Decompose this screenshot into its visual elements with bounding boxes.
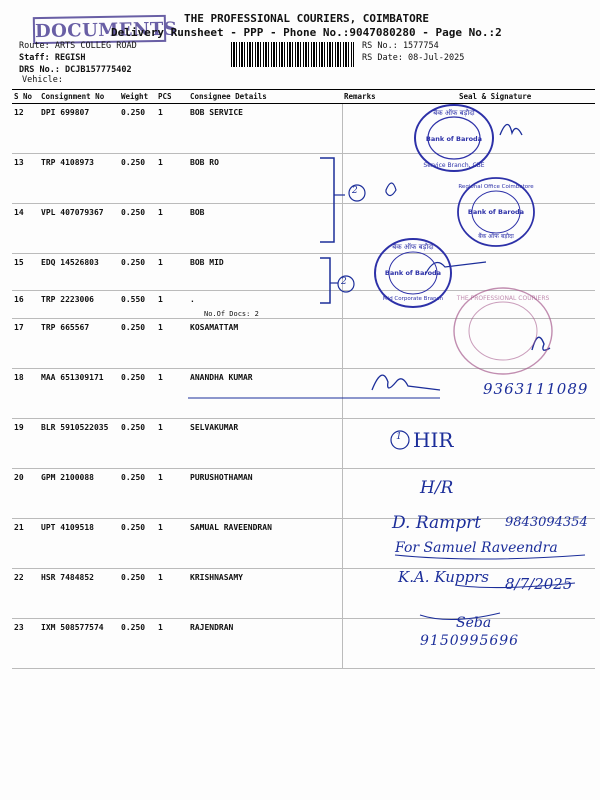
row-weight: 0.250 (119, 204, 156, 254)
documents-stamp: DOCUMENTS (33, 15, 166, 44)
column-header-weight: Weight (119, 90, 156, 104)
row-consignment-no: TRP 665567 (39, 319, 119, 369)
company-name: THE PROFESSIONAL COURIERS, COIMBATORE (184, 12, 430, 25)
row-weight: 0.250 (119, 319, 156, 369)
row-sno: 18 (12, 369, 39, 419)
row-pcs: 1 (156, 319, 188, 369)
row-sno: 13 (12, 154, 39, 204)
row-consignment-no: UPT 4109518 (39, 519, 119, 569)
row-sno: 22 (12, 569, 39, 619)
row-pcs: 1 (156, 104, 188, 154)
row-sno: 16 (12, 291, 39, 319)
row-pcs: 1 (156, 519, 188, 569)
row-sno: 17 (12, 319, 39, 369)
column-header-consignment: Consignment No (39, 90, 119, 104)
rs-date: RS Date: 08-Jul-2025 (362, 53, 465, 63)
row21-phone: 9843094354 (505, 515, 588, 530)
row-consignee: . No.Of Docs: 2 (188, 291, 342, 319)
seal4-text: THE PROFESSIONAL COURIERS (456, 295, 550, 302)
seal3-brand: Bank of Baroda (384, 269, 442, 277)
bank-seal-regional-office (456, 176, 536, 248)
row-pcs: 1 (156, 419, 188, 469)
drs-number: DRS No.: DCJB157775402 (19, 65, 132, 75)
row-consignment-no: TRP 2223006 (39, 291, 119, 319)
row22-date: 8/7/2025 (505, 575, 573, 593)
row-pcs: 1 (156, 154, 188, 204)
column-header-remarks: Remarks (342, 90, 399, 104)
row-consignment-no: MAA 651309171 (39, 369, 119, 419)
row23-signature: Seba (456, 615, 492, 631)
row-consignee: ANANDHA KUMAR (188, 369, 342, 419)
signature-scribble (500, 124, 522, 135)
row18-phone: 9363111089 (483, 380, 589, 398)
route-label: Route: ARTS COLLEG ROAD (19, 41, 137, 51)
row-consignment-no: IXM 508577574 (39, 619, 119, 669)
row-consignee: KRISHNASAMY (188, 569, 342, 619)
row-consignee: SAMUAL RAVEENDRAN (188, 519, 342, 569)
row-weight: 0.250 (119, 369, 156, 419)
row-sno: 23 (12, 619, 39, 669)
row21-for-note: For Samuel Raveendra (395, 540, 558, 556)
row19-circled-number: 1 (396, 432, 402, 442)
row-sno: 12 (12, 104, 39, 154)
row-consignee: BOB RO (188, 154, 342, 204)
row-consignment-no: EDQ 14526803 (39, 254, 119, 291)
row-pcs: 1 (156, 469, 188, 519)
row-pcs: 1 (156, 254, 188, 291)
signature-scribble (372, 375, 440, 390)
seal2-top: Regional Office Coimbatore (458, 184, 534, 190)
row-consignment-no: DPI 699807 (39, 104, 119, 154)
row-consignee: BOB (188, 204, 342, 254)
column-header-seal: Seal & Signature (399, 90, 595, 104)
row-pcs: 1 (156, 291, 188, 319)
row-consignee: KOSAMATTAM (188, 319, 342, 369)
runsheet-title: Delivery Runsheet - PPP - Phone No.:9047080280 - Page No.:2 (111, 26, 502, 39)
row-sno: 14 (12, 204, 39, 254)
row19-remark: HIR (413, 428, 454, 452)
row-consignee: PURUSHOTHAMAN (188, 469, 342, 519)
column-header-pcs: PCS (156, 90, 188, 104)
bank-seal-mid-corporate (373, 237, 453, 309)
row-consignment-no: VPL 407079367 (39, 204, 119, 254)
rs-number: RS No.: 1577754 (362, 41, 439, 51)
row-pcs: 1 (156, 369, 188, 419)
row20-remark: H/R (420, 478, 454, 498)
vehicle-label: Vehicle: (22, 75, 63, 85)
remark-number-a: 2 (352, 186, 358, 196)
seal2-hindi: बैंक ऑफ बड़ौदा (478, 233, 514, 240)
row-weight: 0.250 (119, 154, 156, 204)
staff-label: Staff: REGISH (19, 53, 86, 63)
row-sno: 20 (12, 469, 39, 519)
row-weight: 0.250 (119, 519, 156, 569)
row-consignment-no: TRP 4108973 (39, 154, 119, 204)
row-sno: 19 (12, 419, 39, 469)
seal3-branch: Mid Corporate Branch (382, 296, 444, 302)
row-pcs: 1 (156, 204, 188, 254)
docs-count-note: No.Of Docs: 2 (204, 310, 259, 318)
seal2-brand: Bank of Baroda (467, 208, 525, 216)
row-consignment-no: GPM 2100088 (39, 469, 119, 519)
row-weight: 0.550 (119, 291, 156, 319)
row23-phone: 9150995696 (420, 633, 520, 649)
seal1-brand: Bank of Baroda (425, 135, 483, 143)
row-consignee: BOB MID (188, 254, 342, 291)
row-weight: 0.250 (119, 254, 156, 291)
seal3-hindi: बैंक ऑफ बड़ौदा (392, 243, 434, 251)
row22-signature: K.A. Kupprs (398, 568, 489, 586)
row-consignment-no: BLR 5910522035 (39, 419, 119, 469)
column-header-sno: S No (12, 90, 39, 104)
remark-bracket-line (320, 158, 334, 242)
row-weight: 0.250 (119, 419, 156, 469)
row-weight: 0.250 (119, 569, 156, 619)
checkmark-scribble (386, 183, 396, 196)
remark-bracket-line (320, 258, 330, 303)
row-weight: 0.250 (119, 619, 156, 669)
row-pcs: 1 (156, 569, 188, 619)
faint-courier-seal (452, 286, 554, 376)
row-consignee: RAJENDRAN (188, 619, 342, 669)
row21-signature: D. Ramprt (392, 513, 482, 533)
row-weight: 0.250 (119, 104, 156, 154)
row-sno: 15 (12, 254, 39, 291)
column-header-consignee: Consignee Details (188, 90, 342, 104)
row-consignee: BOB SERVICE (188, 104, 342, 154)
row-consignee: SELVAKUMAR (188, 419, 342, 469)
row-sno: 21 (12, 519, 39, 569)
remark-number-b: 2 (341, 277, 347, 287)
row-pcs: 1 (156, 619, 188, 669)
row-weight: 0.250 (119, 469, 156, 519)
seal1-branch: Service Branch, CBE (423, 162, 485, 169)
row-consignment-no: HSR 7484852 (39, 569, 119, 619)
bank-seal-service-branch (413, 103, 495, 173)
seal1-hindi: बैंक ऑफ बड़ौदा (433, 109, 475, 117)
